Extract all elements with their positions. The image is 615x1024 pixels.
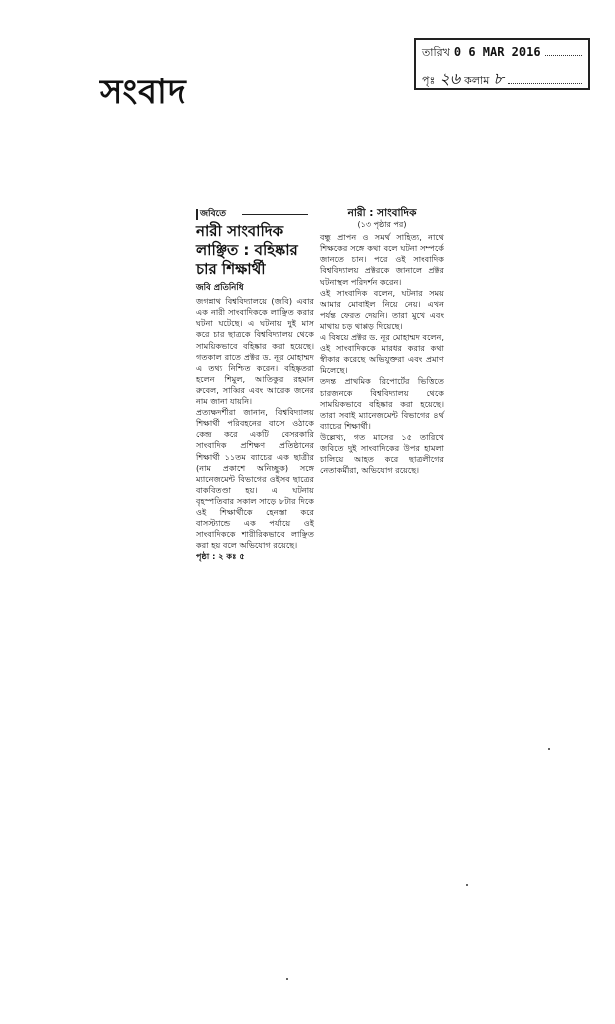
continuation-paragraph: এ বিষয়ে প্রক্টর ড. নূর মোহাম্মদ বলেন, ওই সাংবাদিককে মারধর করার কথা স্বীকার করেছে অভিযুক্তরা এবং প্রমাণ মিলেছে। xyxy=(320,332,444,376)
article-headline xyxy=(196,222,314,279)
scan-speck xyxy=(548,748,550,750)
article-continued-note: পৃষ্ঠা : ২ কঃ ৫ xyxy=(196,551,245,562)
continuation-paragraph: বন্ধু প্রাপন ও সমর্থ সাহিত্য, নাথে শিক্ষকের সঙ্গে কথা বলে ঘটনা সম্পর্কে জানতে চান। পরে ওই সাংবাদিক বিশ্ববিদ্যালয় প্রক্টরকে জানালে প্রক্টর ঘটনাস্থল পরিদর্শন করেন। xyxy=(320,232,444,287)
stamp-dotted-line xyxy=(545,47,582,56)
stamp-date-label: তারিখ xyxy=(422,46,450,59)
continuation-paragraph: উল্লেখ্য, গত মাসের ১৫ তারিখে জবিতে দুই সাংবাদিকের উপর হামলা চালিয়ে আহত করে ছাত্রলীগের নেতাকর্মীরা, অভিযোগ রয়েছে। xyxy=(320,431,444,476)
continuation-body xyxy=(320,232,444,476)
stamp-column-label: কলাম xyxy=(464,74,490,87)
continuation-paragraph: ওই সাংবাদিক বলেন, ঘটনার সময় আমার মোবাইল নিয়ে নেয়। এখন পর্যন্ত ফেরত দেয়নি। তারা মুখে এবং মাথায় চড় থাপ্পড় দিয়েছে। xyxy=(320,287,444,331)
continuation-column xyxy=(320,208,444,476)
article-column xyxy=(196,208,314,562)
continuation-paragraph: তদন্ত প্রাথমিক রিপোর্টের ভিত্তিতে চারজনকে বিশ্ববিদ্যালয় থেকে সাময়িকভাবে বহিষ্কার করা হয়েছে। তারা সবাই ম্যানেজমেন্ট বিভাগের ৪র্থ ব্যাচের শিক্ষার্থী। xyxy=(320,376,444,431)
continuation-from-page: (১৩ পৃষ্ঠার পর) xyxy=(357,220,407,230)
headline-line: লাঞ্ছিত : বহিষ্কার xyxy=(196,241,298,260)
headline-line: নারী সাংবাদিক xyxy=(196,222,284,241)
stamp-dotted-line xyxy=(508,75,582,84)
article-paragraph: প্রত্যক্ষদর্শীরা জানান, বিশ্ববিদ্যালয় শিক্ষার্থী পরিবহনের বাসে ওঠাকে কেন্দ্র করে একটি বেসরকারি সাংবাদিক প্রশিক্ষণ প্রতিষ্ঠানের শিক্ষার্থী ১১তম ব্যাচের এক ছাত্রীর (নাম প্রকাশে অনিচ্ছুক) সঙ্গে ম্যানেজমেন্ট বিভাগের ওইসব ছাত্রের বাকবিতণ্ডা হয়। এ ঘটনায় বৃহস্পতিবার সকাল সাড়ে ৮টার দিকে ওই শিক্ষার্থীকে হেনস্তা করে বাসস্ট্যান্ডে এক পর্যায়ে ওই সাংবাদিককে শারীরিকভাবে লাঞ্ছিত করা হয় বলে অভিযোগ রয়েছে। xyxy=(196,407,314,551)
article-byline: জবি প্রতিনিধি xyxy=(196,283,244,294)
stamp-page-label: পৃঃ xyxy=(422,74,436,87)
clipping-stamp xyxy=(414,38,590,90)
stamp-date-row xyxy=(422,44,582,66)
article-kicker: জবিতে xyxy=(196,209,226,220)
scan-speck xyxy=(286,978,288,980)
continuation-heading: নারী : সাংবাদিক xyxy=(347,207,417,219)
stamp-date-value: 0 6 MAR 2016 xyxy=(453,45,541,59)
scan-speck xyxy=(466,884,468,886)
stamp-page-value: ২৬ xyxy=(439,69,461,88)
headline-line: চার শিক্ষার্থী xyxy=(196,260,266,279)
masthead: সংবাদ xyxy=(100,72,187,112)
stamp-column-value: ৮ xyxy=(493,69,504,88)
kicker-rule xyxy=(242,214,308,215)
article-body xyxy=(196,296,314,562)
stamp-page-row xyxy=(422,66,582,88)
article-paragraph: জগন্নাথ বিশ্ববিদ্যালয়ে (জবি) এবার এক নারী সাংবাদিককে লাঞ্ছিত করার ঘটনা ঘটেছে। এ ঘটনায় দুই মাস করে চার ছাত্রকে বিশ্ববিদ্যালয় থেকে সাময়িকভাবে বহিষ্কার করা হয়েছে। গতকাল রাতে প্রক্টর ড. নূর মোহাম্মদ এ তথ্য নিশ্চিত করেন। বহিষ্কৃতরা হলেন শিমুল, আতিকুর রহমান রুবেল, সাব্বির এবং আরেক জনের নাম জানা যায়নি। xyxy=(196,296,314,407)
